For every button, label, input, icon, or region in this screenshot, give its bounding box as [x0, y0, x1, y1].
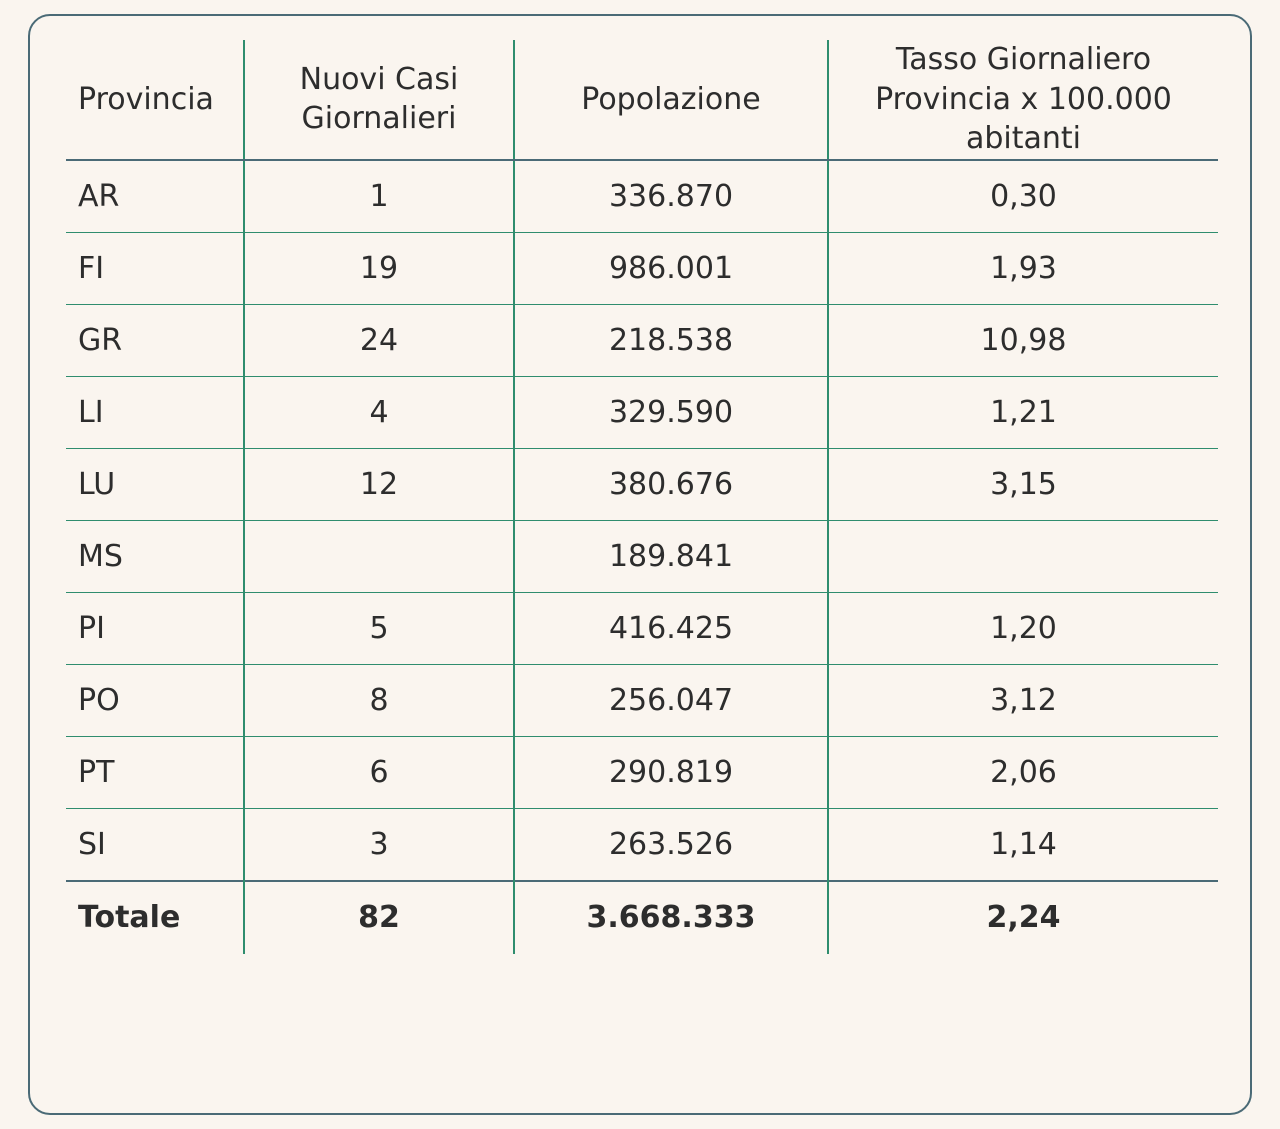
cell-provincia: PI	[66, 592, 244, 664]
table-row	[66, 448, 1218, 520]
cell-tasso: 1,20	[828, 592, 1218, 664]
table-container	[66, 40, 1218, 954]
table-row	[66, 736, 1218, 808]
cell-provincia: AR	[66, 160, 244, 233]
cell-nuovi-casi: 4	[244, 376, 514, 448]
cell-nuovi-casi: 1	[244, 160, 514, 233]
table-body	[66, 160, 1218, 954]
cell-total-nuovi-casi: 82	[244, 881, 514, 954]
cell-popolazione: 263.526	[514, 808, 828, 881]
table-row	[66, 160, 1218, 233]
cell-provincia: GR	[66, 304, 244, 376]
cell-nuovi-casi: 3	[244, 808, 514, 881]
table-row	[66, 592, 1218, 664]
cell-tasso: 3,15	[828, 448, 1218, 520]
cell-provincia: SI	[78, 826, 106, 862]
cell-tasso: 3,12	[828, 664, 1218, 736]
table-row	[66, 304, 1218, 376]
cell-nuovi-casi	[244, 520, 514, 592]
cell-total-popolazione: 3.668.333	[514, 881, 828, 954]
cell-total-tasso: 2,24	[828, 881, 1218, 954]
cell-popolazione: 218.538	[514, 304, 828, 376]
cell-popolazione: 329.590	[514, 376, 828, 448]
cell-nuovi-casi: 8	[244, 664, 514, 736]
cell-provincia: MS	[66, 520, 244, 592]
cell-provincia: FI	[66, 232, 244, 304]
cell-nuovi-casi: 24	[244, 304, 514, 376]
column-header-popolazione: Popolazione	[514, 40, 828, 160]
table-row	[66, 664, 1218, 736]
cell-tasso: 1,14	[828, 808, 1218, 881]
column-header-tasso-line1: Tasso Giornaliero	[895, 42, 1152, 77]
table-row	[66, 808, 1218, 881]
table-row	[66, 376, 1218, 448]
table-total-row	[66, 881, 1218, 954]
table-card	[28, 14, 1252, 1115]
cell-popolazione: 380.676	[514, 448, 828, 520]
column-header-tasso-line3: abitanti	[965, 121, 1082, 157]
cell-total-label: Totale	[66, 881, 244, 954]
cell-nuovi-casi: 12	[244, 448, 514, 520]
column-header-nuovi-casi	[244, 40, 514, 160]
column-header-tasso-line2: Provincia x 100.000	[875, 81, 1172, 117]
cell-tasso: 1,93	[828, 232, 1218, 304]
cell-nuovi-casi: 19	[244, 232, 514, 304]
provinces-table	[66, 40, 1218, 954]
cell-tasso: 2,06	[828, 736, 1218, 808]
cell-provincia: PO	[66, 664, 244, 736]
cell-tasso: 0,30	[828, 160, 1218, 233]
cell-provincia: PT	[66, 736, 244, 808]
cell-popolazione: 416.425	[514, 592, 828, 664]
cell-tasso: 1,21	[828, 376, 1218, 448]
cell-popolazione: 336.870	[514, 160, 828, 233]
cell-provincia: LI	[66, 376, 244, 448]
cell-provincia: LU	[66, 448, 244, 520]
cell-nuovi-casi: 5	[244, 592, 514, 664]
cell-popolazione: 256.047	[514, 664, 828, 736]
cell-popolazione: 986.001	[514, 232, 828, 304]
cell-tasso	[828, 520, 1218, 592]
cell-popolazione: 290.819	[514, 736, 828, 808]
cell-popolazione: 189.841	[514, 520, 828, 592]
cell-nuovi-casi: 6	[244, 736, 514, 808]
column-header-provincia: Provincia	[66, 40, 244, 160]
header-row	[66, 40, 1218, 160]
table-row	[66, 232, 1218, 304]
cell-tasso: 10,98	[828, 304, 1218, 376]
column-header-tasso	[828, 40, 1218, 160]
column-header-nuovi-casi-line2: Giornalieri	[301, 101, 457, 137]
table-row	[66, 520, 1218, 592]
table-header	[66, 40, 1218, 160]
column-header-nuovi-casi-line1: Nuovi Casi	[299, 61, 459, 97]
